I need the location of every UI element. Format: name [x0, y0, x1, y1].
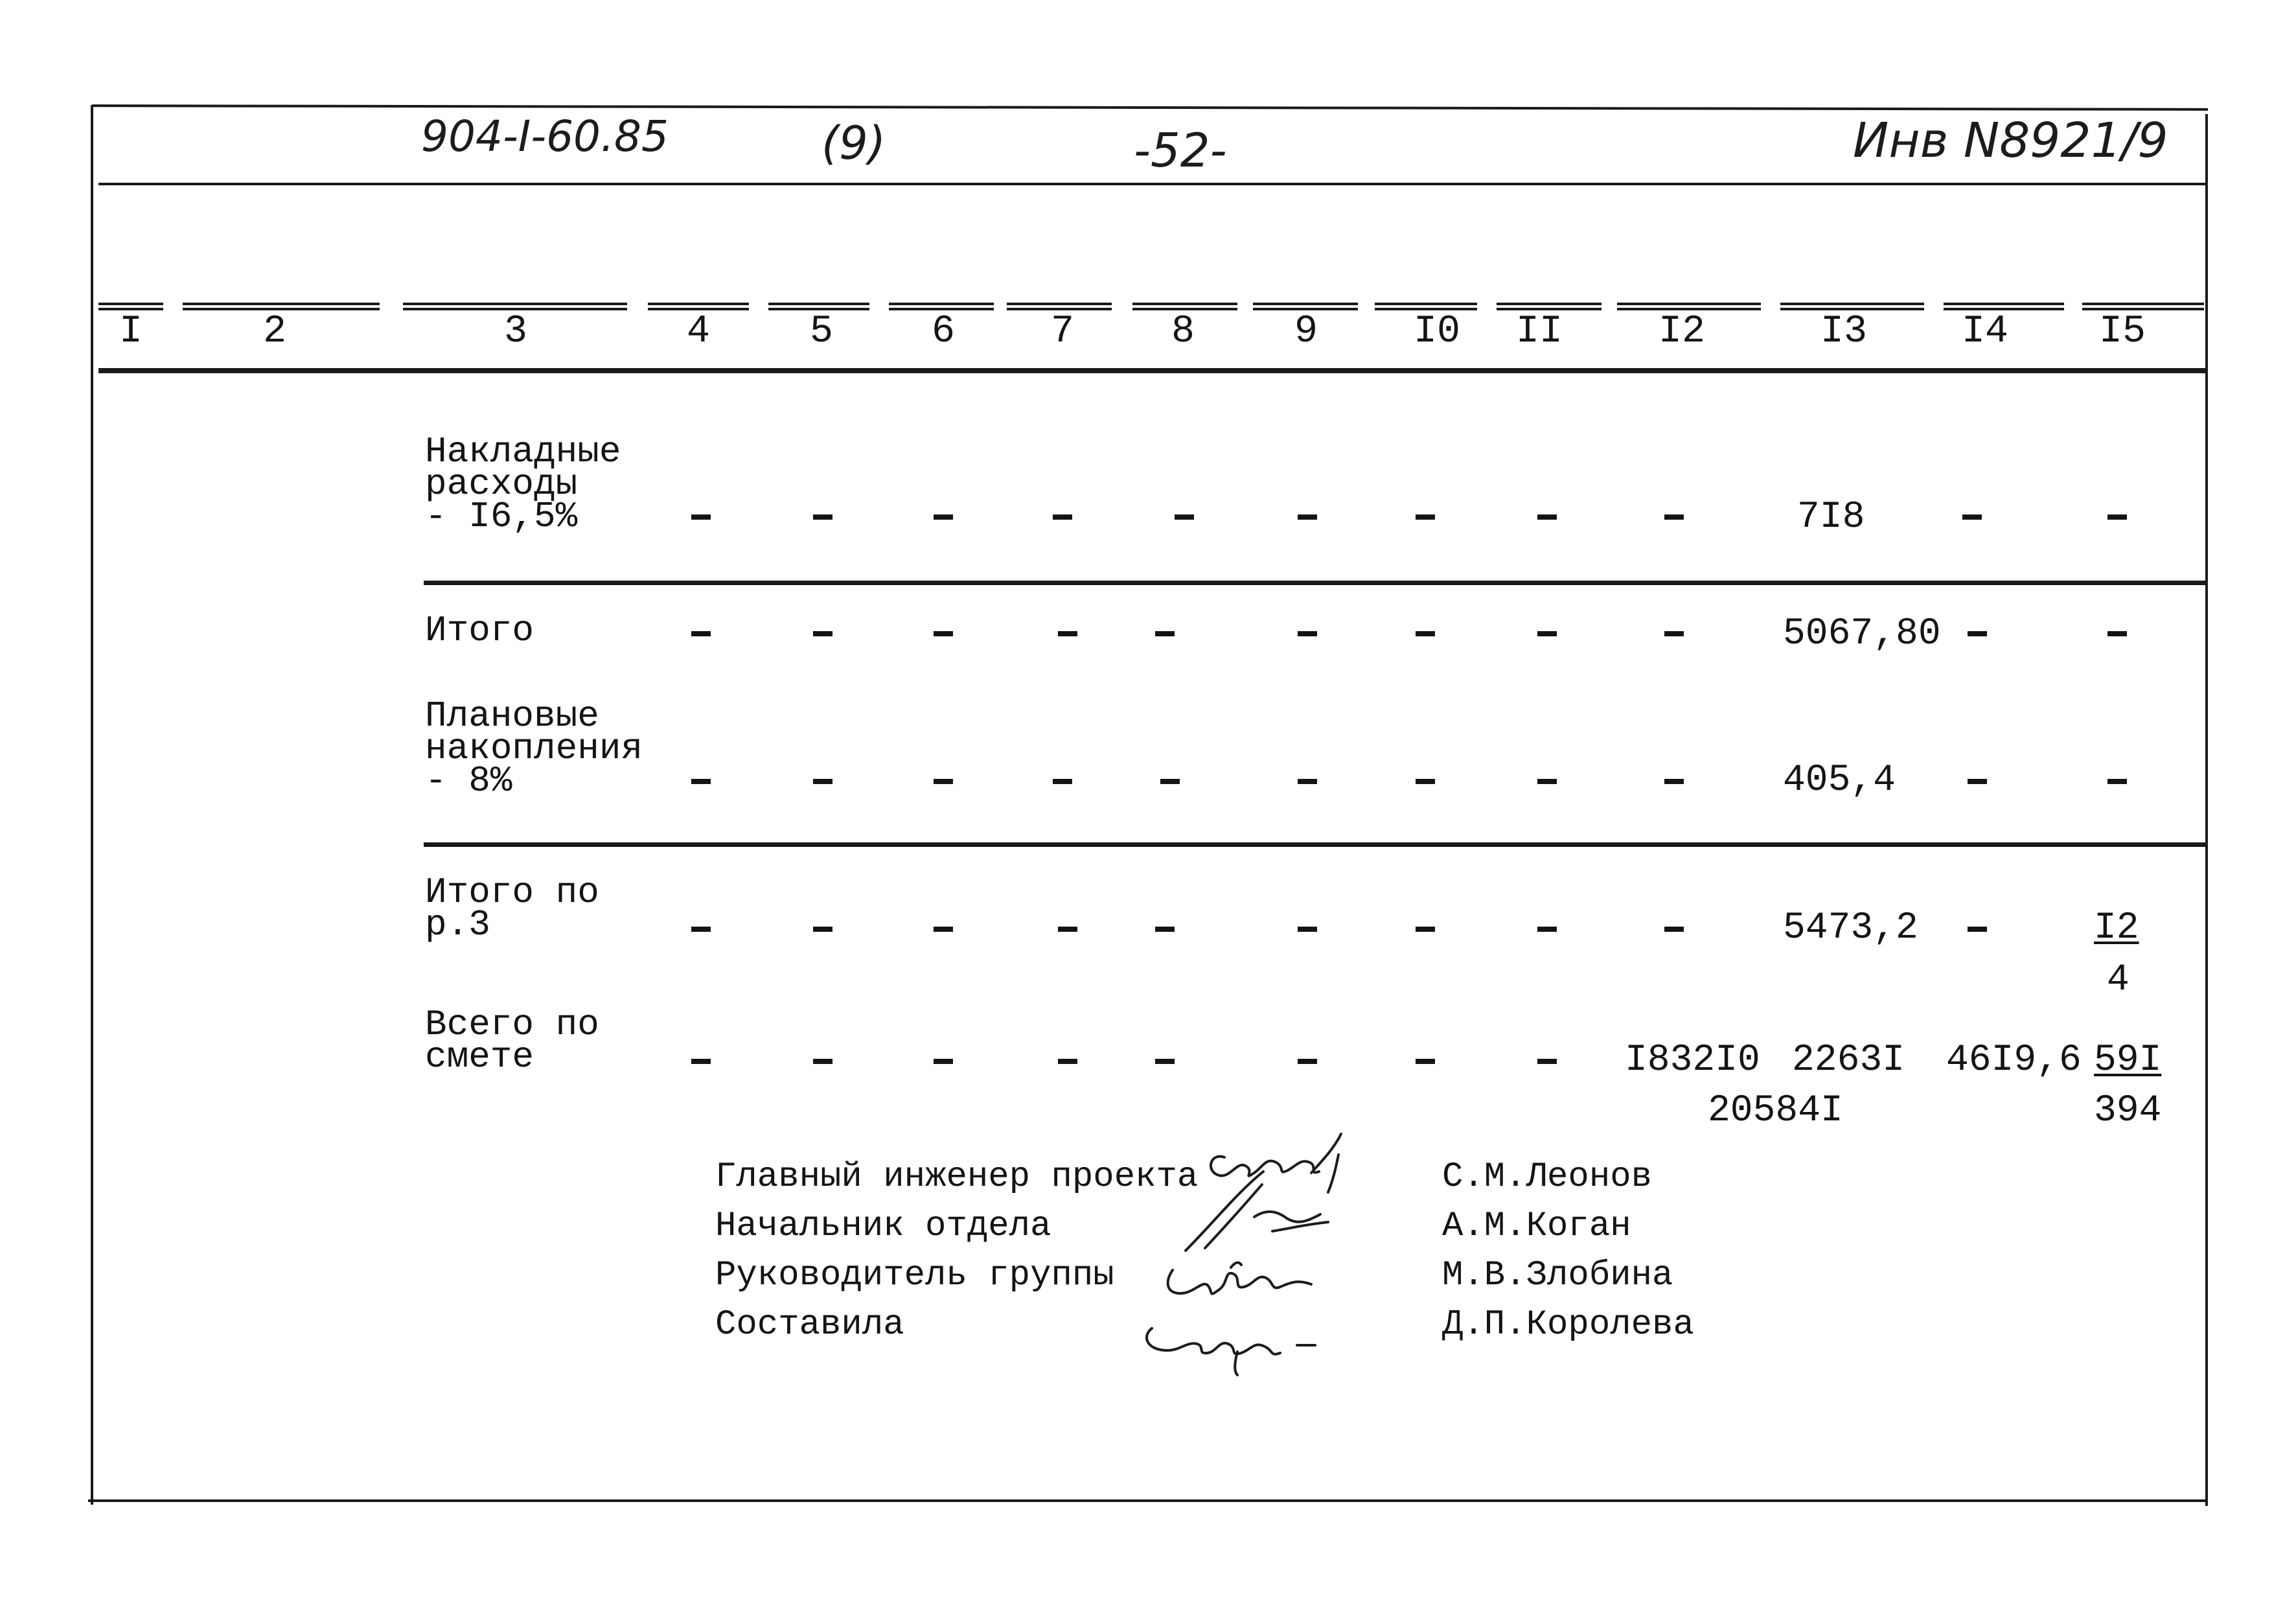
dash-r1-c8	[1175, 514, 1194, 520]
dash-r1-c5	[813, 514, 832, 520]
row-planned-savings-col13: 405,4	[1783, 759, 1896, 802]
signature-title-department-head: Начальник отдела	[715, 1207, 1051, 1246]
dash-r3-c9	[1298, 779, 1317, 784]
dash-r2-c9	[1298, 631, 1317, 636]
dash-r2-c5	[813, 631, 832, 636]
dash-r3-c12	[1664, 779, 1684, 784]
signature-title-group-leader: Руководитель группы	[715, 1256, 1114, 1295]
dash-r1-c12	[1664, 514, 1684, 520]
signature-name-kogan: А.М.Коган	[1442, 1207, 1631, 1246]
row-section-total-col15-top: I2	[2094, 907, 2139, 949]
rule-after-overhead	[424, 581, 2205, 585]
dash-r2-c6	[934, 631, 953, 636]
column-number-15: I5	[2098, 310, 2146, 354]
dash-r2-c10	[1416, 631, 1435, 636]
inventory-number: Инв N8921/9	[1853, 113, 2168, 168]
doc-code: 904-I-60.85	[421, 111, 669, 161]
row-estimate-total-col14: 46I9,6	[1946, 1039, 2082, 1081]
dash-r4-c4	[691, 927, 711, 932]
frame-bottom	[88, 1499, 2208, 1502]
dash-r3-c11	[1537, 779, 1557, 784]
column-number-9: 9	[1294, 310, 1318, 354]
dash-r3-c7	[1053, 779, 1072, 784]
column-number-14: I4	[1961, 310, 2009, 354]
dash-r3-c8	[1160, 779, 1180, 784]
column-number-7: 7	[1050, 310, 1075, 354]
row-overhead-col13: 7I8	[1797, 496, 1865, 538]
column-number-2: 2	[262, 310, 287, 354]
column-number-3: 3	[503, 310, 528, 354]
row-label-section-total: Итого по р.3	[425, 872, 599, 945]
dash-r1-c11	[1537, 514, 1557, 520]
column-header-rule	[98, 368, 2205, 373]
column-number-6: 6	[931, 310, 956, 354]
column-number-10: I0	[1413, 310, 1461, 354]
dash-r5-c9	[1298, 1059, 1317, 1064]
dash-r4-c5	[813, 927, 832, 932]
dash-r5-c7	[1058, 1059, 1077, 1064]
handwritten-signatures	[1127, 1095, 1438, 1380]
dash-r5-c8	[1155, 1059, 1175, 1064]
row-section-total-col13: 5473,2	[1783, 907, 1918, 949]
dash-r5-c10	[1416, 1059, 1435, 1064]
dash-r4-c10	[1416, 927, 1435, 932]
signature-title-chief-engineer: Главный инженер проекта	[715, 1157, 1199, 1197]
dash-r4-c11	[1537, 927, 1557, 932]
dash-r3-c14	[1968, 779, 1987, 784]
dash-r3-c5	[813, 779, 832, 784]
column-number-11: II	[1515, 310, 1563, 354]
dash-r2-c14	[1968, 631, 1987, 636]
dash-r4-c14	[1968, 927, 1987, 932]
frame-left	[91, 105, 93, 1505]
row-total-col13: 5067,80	[1783, 613, 1941, 655]
dash-r2-c12	[1664, 631, 1684, 636]
dash-r3-c15	[2107, 779, 2127, 784]
column-number-8: 8	[1171, 310, 1195, 354]
dash-r2-c7	[1058, 631, 1077, 636]
dash-r5-c6	[934, 1059, 953, 1064]
row-label-overhead: Накладные расходы - I6,5%	[425, 431, 621, 537]
dash-r5-c11	[1537, 1059, 1557, 1064]
frame-right	[2205, 114, 2208, 1506]
row-estimate-total-col12: I832I0	[1625, 1039, 1760, 1081]
dash-r2-c8	[1155, 631, 1175, 636]
signature-name-koroleva: Д.П.Королева	[1442, 1305, 1694, 1345]
dash-r4-c6	[934, 927, 953, 932]
row-estimate-total-col15-bottom: 394	[2094, 1090, 2162, 1132]
column-number-12: I2	[1658, 310, 1706, 354]
dash-r1-c4	[691, 514, 711, 520]
dash-r1-c14	[1962, 514, 1982, 520]
dash-r4-c7	[1058, 927, 1077, 932]
dash-r3-c6	[934, 779, 953, 784]
dash-r1-c10	[1416, 514, 1435, 520]
column-number-5: 5	[809, 310, 834, 354]
rule-after-planned-savings	[424, 842, 2205, 847]
dash-r4-c12	[1664, 927, 1684, 932]
dash-r2-c4	[691, 631, 711, 636]
dash-r2-c15	[2107, 631, 2127, 636]
row-label-total: Итого	[425, 610, 534, 651]
header-divider	[98, 183, 2205, 185]
dash-r4-c8	[1155, 927, 1175, 932]
dash-r4-c9	[1298, 927, 1317, 932]
row-estimate-total-col15-top: 59I	[2094, 1039, 2162, 1081]
row-estimate-total-col13: 2263I	[1792, 1039, 1905, 1081]
dash-r5-c4	[691, 1059, 711, 1064]
column-number-4: 4	[686, 310, 711, 354]
signature-name-zlobina: М.В.Злобина	[1442, 1256, 1673, 1295]
signature-name-leonov: С.М.Леонов	[1442, 1157, 1653, 1197]
column-number-13: I3	[1820, 310, 1868, 354]
row-label-planned-savings: Плановые накопления - 8%	[425, 695, 643, 802]
row-section-total-col15-bottom: 4	[2107, 959, 2130, 1001]
dash-r5-c5	[813, 1059, 832, 1064]
column-number-1: I	[119, 310, 143, 354]
frame-top	[92, 104, 2208, 111]
sheet-mark: (9)	[821, 117, 886, 170]
row-label-estimate-total: Всего по смете	[425, 1004, 599, 1078]
dash-r1-c9	[1298, 514, 1317, 520]
page-number: -52-	[1134, 123, 1227, 178]
dash-r3-c10	[1416, 779, 1435, 784]
dash-r1-c15	[2107, 514, 2127, 520]
dash-r1-c6	[934, 514, 953, 520]
dash-r2-c11	[1537, 631, 1557, 636]
row-estimate-total-col12-13-extra: 20584I	[1708, 1090, 1843, 1132]
dash-r1-c7	[1053, 514, 1072, 520]
signature-title-compiler: Составила	[715, 1305, 904, 1345]
dash-r3-c4	[691, 779, 711, 784]
